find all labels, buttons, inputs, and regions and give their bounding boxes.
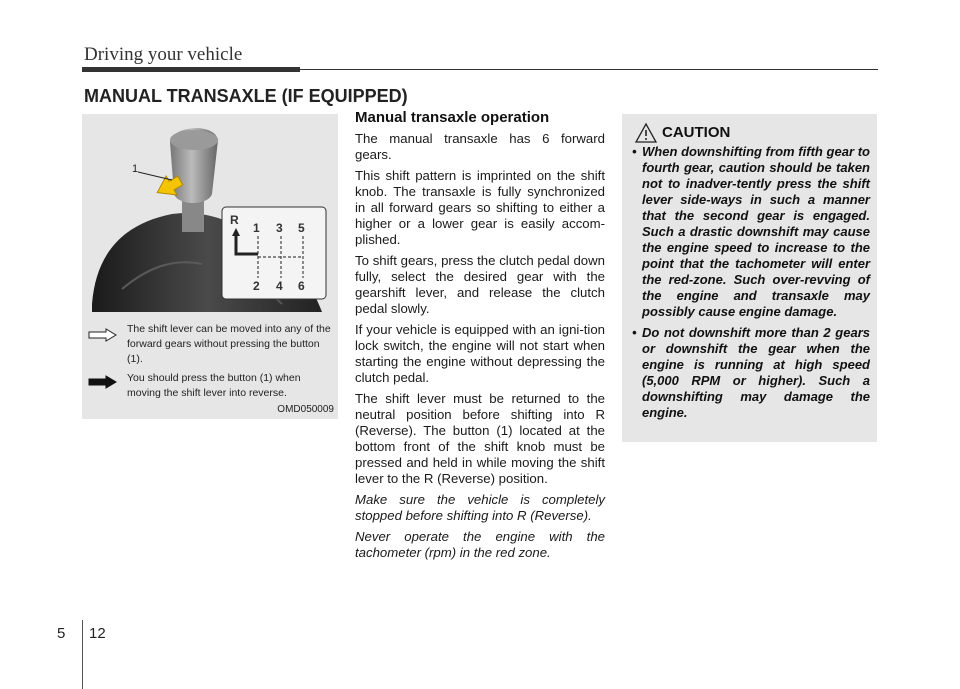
header-section-title: Driving your vehicle [84,44,243,65]
operation-title: Manual transaxle operation [355,109,550,126]
warning-triangle-icon [634,122,658,144]
header-rule-thin [300,69,878,70]
caution-list [628,144,870,426]
pattern-label-3: 3 [276,221,283,235]
legend-text-reverse: You should press the button (1) when moving the shift lever into reverse. [127,372,301,399]
pattern-label-5: 5 [298,221,305,235]
operation-note: Never operate the engine with the tachometer (rpm) in the red zone. [355,529,605,560]
pattern-label-6: 6 [298,279,305,293]
legend-text-forward: The shift lever can be moved into any of the forward gears without pressing the button (1). [127,323,331,365]
footer-page-number: 12 [89,625,106,642]
pattern-label-r: R [230,213,239,227]
operation-paragraph: If your vehicle is equipped with an igni-tion lock switch, the engine will not start when starting the engine without depressing the clutch pedal. [355,322,605,385]
outline-arrow-icon [88,328,118,342]
operation-note: Make sure the vehicle is completely stopped before shifting into R (Reverse). [355,492,605,523]
figure-code: OMD050009 [277,404,334,415]
pattern-label-2: 2 [253,279,260,293]
solid-arrow-icon [88,375,118,389]
gear-shift-knob-illustration [82,114,338,312]
pattern-label-1: 1 [253,221,260,235]
operation-column [355,110,605,566]
operation-paragraph: The manual transaxle has 6 forward gears. [355,131,605,162]
caution-box [622,114,877,442]
caution-title: CAUTION [662,124,731,141]
caution-item: • Do not downshift more than 2 gears or downshift the gear when the engine is running at high speed (5,000 RPM or higher). Such a downshifting may damage the engine. [632,325,870,420]
shift-lever-figure [82,114,338,419]
callout-label: 1 [132,163,139,175]
section-title: MANUAL TRANSAXLE (IF EQUIPPED) [84,86,408,106]
operation-paragraph: The shift lever must be returned to the neutral position before shifting into R (Reverse). The button (1) located at the bottom front of the shift knob must be pressed and held in while moving the shift lever to the R (Reverse) position. [355,391,605,486]
operation-paragraph: This shift pattern is imprinted on the shift knob. The transaxle is fully synchronized in all forward gears so shifting to either a higher or a lower gear is easily accom-plished. [355,168,605,247]
caution-item: • When downshifting from fifth gear to fourth gear, caution should be taken not to inadver-tently press the shift lever side-ways in such a manner that the second gear is engaged. Such a drastic downshift may cause the engine speed to increase to the point that the tachometer will enter the red-zone. Such over-revving of the engine and transaxle may possibly cause engine damage. [632,144,870,319]
operation-paragraph: To shift gears, press the clutch pedal down fully, select the desired gear with the gearshift lever, and release the clutch pedal slowly. [355,253,605,316]
header-rule-thick [82,67,300,72]
footer-divider [82,620,83,689]
pattern-label-4: 4 [276,279,283,293]
footer-chapter-number: 5 [57,625,66,642]
